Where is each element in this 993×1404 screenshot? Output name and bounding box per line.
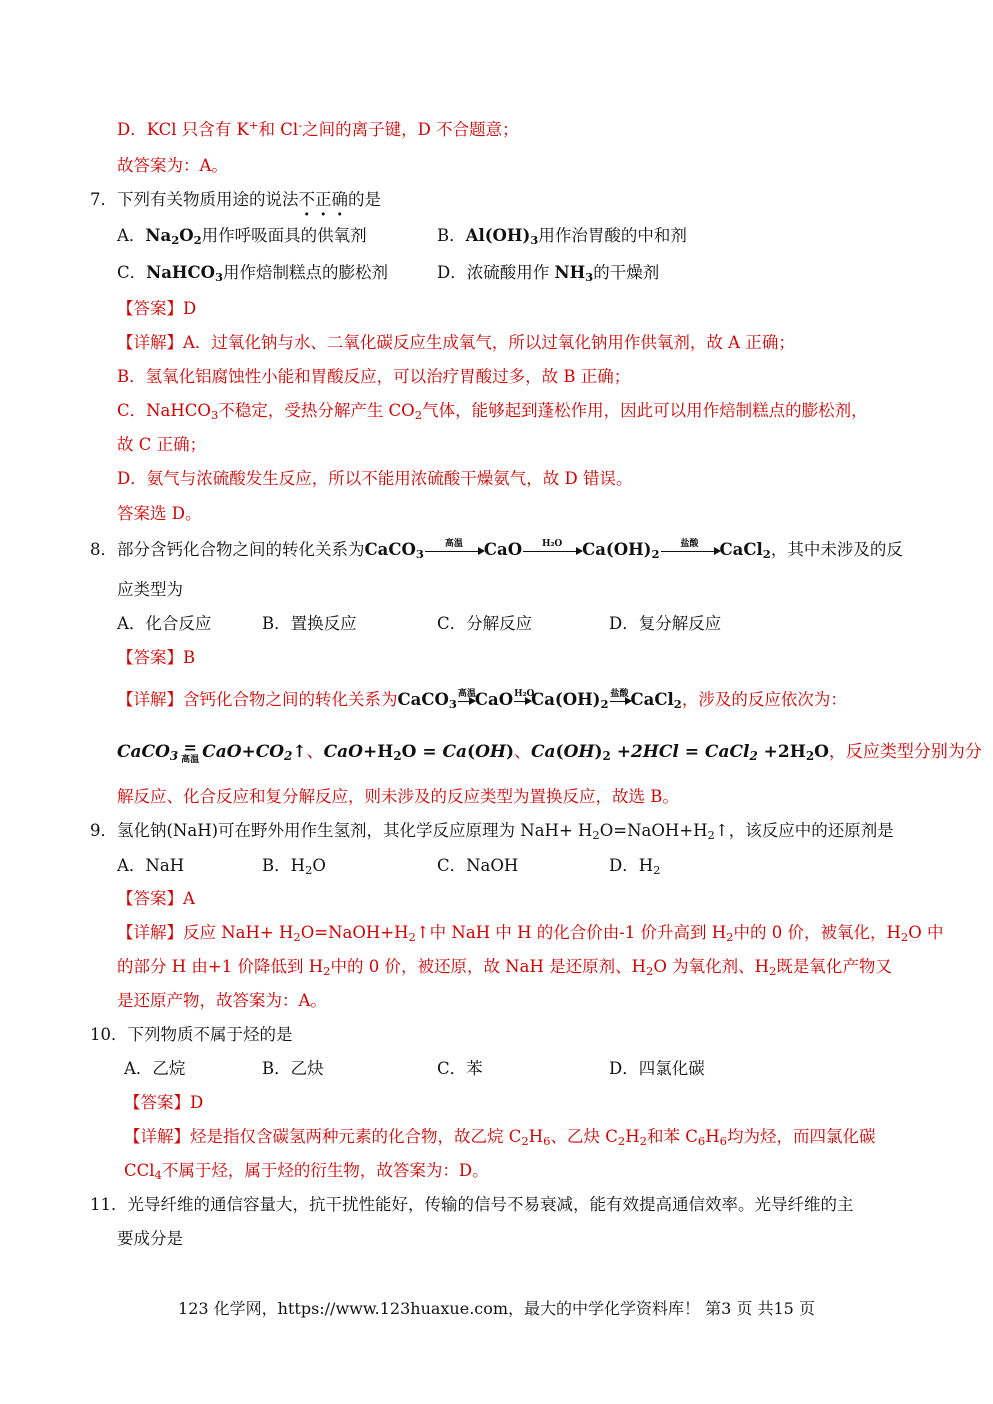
q8-option-b: B．置换反应: [262, 614, 357, 633]
q7-option-b: B．$Al(OH)_3$用作治胃酸的中和剂: [437, 226, 687, 247]
q8-option-c: C．分解反应: [437, 614, 533, 633]
q6-final-answer: 故答案为：A。: [117, 156, 228, 175]
page-footer: 123 化学网，https://www.123huaxue.com，最大的中学化学资料库！ 第3 页 共15 页: [178, 1299, 815, 1318]
q10-stem: 10．下列物质不属于烃的是: [90, 1025, 293, 1044]
q7-detail-5: D．氨气与浓硫酸发生反应，所以不能用浓硫酸干燥氨气，故 D 错误。: [117, 469, 633, 488]
q8-stem-line-1: 8．部分含钙化合物之间的转化关系为CaCO$_3$ 高温 CaO H₂O $Ca(OH)_2$ 盐酸 CaCl$_2$，其中未涉及的反: [90, 538, 903, 561]
q8-conversion-formula: CaCO$_3$ 高温 CaO H₂O $Ca(OH)_2$ 盐酸 CaCl$_2$: [364, 538, 771, 561]
q9-option-c: C．NaOH: [437, 856, 519, 875]
q10-option-a: A．乙烷: [124, 1059, 186, 1078]
q7-detail-2: B．氢氧化铝腐蚀性小能和胃酸反应，可以治疗胃酸过多，故 B 正确；: [117, 367, 631, 386]
q9-detail-1: 【详解】反应 $NaH+ H_2O=NaOH+H_2↑$中 NaH 中 H 的化合价由-1 价升高到 $H_2$中的 0 价，被氧化，$H_2O$ 中: [117, 923, 944, 944]
q8-option-d: D．复分解反应: [609, 614, 722, 633]
q7-detail-3: C．NaHCO$_3$不稳定，受热分解产生 $CO_2$气体，能够起到蓬松作用，因此可以用作焙制糕点的膨松剂，: [117, 401, 868, 422]
q8-detail-2: CaCO$_3$ = 高温 $CaO+CO_2↑$、$CaO+H_2O = Ca(OH)$、$Ca(OH)_2 +2HCl$ = CaCl$_2$ $+2H_2O$，反应类型分别为分: [117, 737, 982, 765]
q8-stem-line-2: 应类型为: [117, 580, 183, 599]
q7-option-c: C．NaHCO$_3$用作焙制糕点的膨松剂: [117, 263, 389, 284]
q8-option-a: A．化合反应: [117, 614, 212, 633]
q10-detail-2: CCl$_4$不属于烃，属于烃的衍生物，故答案为：D。: [124, 1161, 489, 1182]
q10-option-d: D．四氯化碳: [609, 1059, 705, 1078]
q11-stem-line-2: 要成分是: [117, 1229, 183, 1248]
q9-detail-2: 的部分 H 由+1 价降低到 $H_2$中的 0 价，被还原，故 NaH 是还原剂、$H_2O$ 为氧化剂、$H_2$既是氧化产物又: [117, 957, 892, 978]
q10-option-c: C．苯: [437, 1059, 483, 1078]
q9-option-b: B．$H_2O$: [262, 856, 326, 877]
q8-detail-1: 【详解】含钙化合物之间的转化关系为CaCO$_3$ 高温 CaO H₂O $Ca(OH)_2$ 盐酸 CaCl$_2$，涉及的反应依次为：: [117, 688, 847, 711]
q9-stem: 9．氢化钠(NaH)可在野外用作生氢剂，其化学反应原理为 $NaH+ H_2O=NaOH+H_2↑$，该反应中的还原剂是: [90, 821, 894, 842]
q7-detail-6: 答案选 D。: [117, 504, 202, 523]
q7-detail-4: 故 C 正确；: [117, 435, 207, 454]
q8-answer: 【答案】B: [117, 648, 196, 667]
q7-option-a: A．$Na_2O_2$用作呼吸面具的供氧剂: [117, 226, 367, 247]
q9-answer: 【答案】A: [117, 889, 195, 908]
q10-detail-1: 【详解】烃是指仅含碳氢两种元素的化合物，故乙烷 $C_2H_6$、乙炔 $C_2H_2$和苯 $C_6H_6$均为烃，而四氯化碳: [124, 1127, 876, 1148]
q8-detail-3: 解反应、化合反应和复分解反应，则未涉及的反应类型为置换反应，故选 B。: [117, 787, 679, 806]
q9-detail-3: 是还原产物，故答案为：A。: [117, 991, 327, 1010]
q11-stem-line-1: 11．光导纤维的通信容量大，抗干扰性能好，传输的信号不易衰减，能有效提高通信效率。光导纤维的主: [90, 1195, 854, 1214]
q7-stem: 7．下列有关物质用途的说法不正确的是: [90, 190, 381, 209]
q7-answer: 【答案】D: [117, 299, 197, 318]
q9-option-d: D．$H_2$: [609, 856, 661, 877]
q10-answer: 【答案】D: [124, 1093, 204, 1112]
q6-option-d-explanation: D．KCl 只含有 K+和 Cl-之间的离子键，D 不合题意；: [117, 118, 519, 139]
q7-detail-1: 【详解】A．过氧化钠与水、二氧化碳反应生成氧气，所以过氧化钠用作供氧剂，故 A 正确；: [117, 333, 795, 352]
q9-option-a: A．NaH: [117, 856, 185, 875]
q10-option-b: B．乙炔: [262, 1059, 324, 1078]
q7-option-d: D．浓硫酸用作 $NH_3$的干燥剂: [437, 263, 660, 284]
